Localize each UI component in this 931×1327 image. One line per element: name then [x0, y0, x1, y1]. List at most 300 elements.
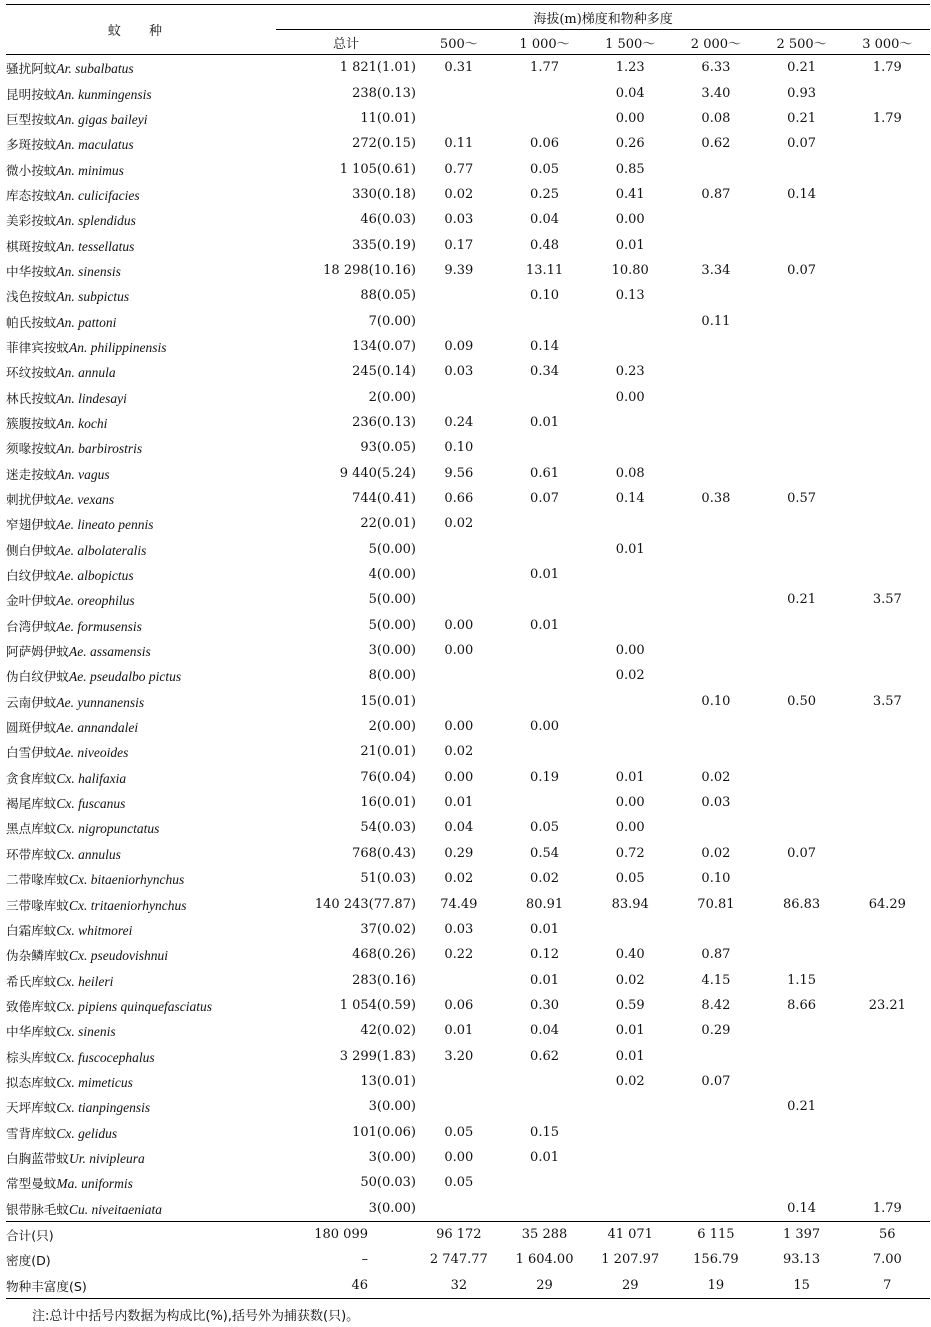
- species-chinese-name: 白霜库蚊: [6, 922, 57, 938]
- species-latin-name: Ae. albopictus: [56, 568, 134, 584]
- altitude-value-cell: 0.01: [444, 1023, 474, 1039]
- summary-value-cell: 96 172: [416, 1221, 502, 1247]
- altitude-value-cell: [844, 511, 930, 536]
- altitude-value-cell: [587, 308, 673, 333]
- altitude-value-cell: [759, 790, 845, 815]
- altitude-value-cell: [673, 537, 759, 562]
- altitude-value-cell: [844, 562, 930, 587]
- species-column-header: 蚊 种: [6, 5, 276, 55]
- altitude-value-cell: 0.00: [444, 617, 474, 633]
- species-name: [6, 283, 276, 308]
- altitude-value-cell: [759, 1018, 845, 1043]
- table-row: [6, 587, 930, 612]
- summary-value-cell: 32: [416, 1273, 502, 1299]
- altitude-value-cell: [673, 511, 759, 536]
- summary-value-cell: 6 115: [673, 1221, 759, 1247]
- species-latin-name: Cx. fuscanus: [56, 796, 126, 812]
- species-chinese-name: 雪背库蚊: [6, 1125, 57, 1141]
- species-name: [6, 866, 276, 891]
- total-cell: 238(0.13): [352, 85, 416, 101]
- species-name: [6, 689, 276, 714]
- altitude-value-cell: 0.10: [444, 440, 474, 456]
- table-row: [6, 334, 930, 359]
- altitude-value-cell: [759, 384, 845, 409]
- altitude-value-cell: [587, 1119, 673, 1144]
- species-latin-name: Cx. whitmorei: [56, 922, 133, 938]
- altitude-value-cell: 0.02: [444, 516, 474, 532]
- summary-label: [6, 1273, 276, 1299]
- table-row: [6, 1195, 930, 1221]
- altitude-value-cell: [587, 917, 673, 942]
- altitude-value-cell: 1.15: [787, 972, 817, 988]
- altitude-value-cell: 9.39: [444, 262, 474, 278]
- summary-value-cell: 29: [587, 1273, 673, 1299]
- altitude-value-cell: [759, 663, 845, 688]
- altitude-value-cell: 0.00: [615, 389, 645, 405]
- altitude-value-cell: [673, 663, 759, 688]
- altitude-value-cell: 3.57: [872, 693, 902, 709]
- species-name: [6, 765, 276, 790]
- altitude-value-cell: [844, 537, 930, 562]
- altitude-value-cell: 0.57: [787, 491, 817, 507]
- species-chinese-name: 台湾伊蚊: [6, 618, 57, 634]
- altitude-value-cell: [673, 410, 759, 435]
- altitude-value-cell: [844, 410, 930, 435]
- species-latin-name: An. sinensis: [56, 263, 121, 279]
- altitude-value-cell: 0.07: [701, 1073, 731, 1089]
- species-latin-name: Cx. gelidus: [56, 1125, 118, 1141]
- table-row: [6, 1119, 930, 1144]
- species-latin-name: An. philippinensis: [68, 339, 167, 355]
- altitude-value-cell: [587, 334, 673, 359]
- column-header-2000: 2 000～: [673, 30, 759, 55]
- total-cell: 3 299(1.83): [339, 1048, 416, 1064]
- table-row: [6, 613, 930, 638]
- altitude-value-cell: 0.14: [787, 186, 817, 202]
- altitude-value-cell: 0.01: [615, 1048, 645, 1064]
- species-chinese-name: 贪食库蚊: [6, 770, 57, 786]
- altitude-group-header: 海拔(m)梯度和物种多度: [276, 5, 930, 30]
- table-row: [6, 435, 930, 460]
- altitude-value-cell: 0.22: [444, 947, 474, 963]
- altitude-value-cell: 1.79: [872, 1200, 902, 1216]
- total-cell: 4(0.00): [368, 567, 416, 583]
- species-chinese-name: 侧白伊蚊: [6, 542, 57, 558]
- altitude-value-cell: 0.05: [444, 1124, 474, 1140]
- total-cell: 15(0.01): [360, 693, 416, 709]
- species-chinese-name: 窄翅伊蚊: [6, 517, 57, 533]
- species-chinese-name: 骚扰阿蚊: [6, 61, 57, 77]
- species-name: [6, 106, 276, 131]
- altitude-value-cell: 0.04: [530, 1023, 559, 1039]
- species-name: [6, 942, 276, 967]
- altitude-value-cell: [759, 765, 845, 790]
- altitude-value-cell: 0.00: [444, 719, 474, 735]
- summary-label-text: 物种丰富度(S): [6, 1278, 87, 1294]
- table-row: [6, 993, 930, 1018]
- summary-row: [6, 1247, 930, 1272]
- altitude-value-cell: 4.15: [701, 972, 731, 988]
- table-row: [6, 714, 930, 739]
- species-name: [6, 80, 276, 105]
- total-cell: 245(0.14): [352, 364, 416, 380]
- species-latin-name: An. gigas baileyi: [56, 111, 148, 127]
- species-chinese-name: 环带库蚊: [6, 846, 57, 862]
- species-latin-name: Ar. subalbatus: [56, 61, 134, 77]
- species-chinese-name: 昆明按蚊: [6, 86, 57, 102]
- altitude-value-cell: [759, 283, 845, 308]
- altitude-value-cell: 1.79: [872, 60, 902, 76]
- table-row: [6, 739, 930, 764]
- total-cell: 50(0.03): [360, 1175, 416, 1191]
- altitude-value-cell: 8.66: [787, 997, 817, 1013]
- altitude-value-cell: [587, 435, 673, 460]
- altitude-value-cell: 0.08: [615, 465, 645, 481]
- total-cell: 272(0.15): [352, 136, 416, 152]
- species-name: [6, 891, 276, 916]
- table-row: [6, 258, 930, 283]
- species-name: [6, 1043, 276, 1068]
- altitude-value-cell: [673, 461, 759, 486]
- altitude-value-cell: [416, 689, 502, 714]
- table-row: [6, 1043, 930, 1068]
- altitude-value-cell: 0.02: [615, 1073, 645, 1089]
- altitude-value-cell: [844, 283, 930, 308]
- altitude-value-cell: 0.01: [530, 617, 559, 633]
- altitude-value-cell: 0.01: [615, 769, 645, 785]
- altitude-value-cell: [844, 359, 930, 384]
- species-chinese-name: 刺扰伊蚊: [6, 492, 57, 508]
- species-name: [6, 435, 276, 460]
- table-row: [6, 207, 930, 232]
- species-latin-name: Ae. lineato pennis: [56, 517, 154, 533]
- species-rows: [6, 55, 930, 1222]
- altitude-value-cell: [673, 334, 759, 359]
- altitude-value-cell: 0.00: [615, 643, 645, 659]
- altitude-value-cell: 0.24: [444, 414, 474, 430]
- species-latin-name: Ae. assamensis: [68, 644, 151, 660]
- altitude-value-cell: [673, 917, 759, 942]
- summary-value-cell: 1 604.00: [515, 1252, 574, 1268]
- species-chinese-name: 中华库蚊: [6, 1024, 57, 1040]
- altitude-value-cell: 0.03: [444, 212, 474, 228]
- altitude-value-cell: 0.14: [530, 338, 559, 354]
- species-chinese-name: 圆斑伊蚊: [6, 720, 57, 736]
- altitude-value-cell: [759, 917, 845, 942]
- table-row: [6, 1145, 930, 1170]
- summary-value-cell: 2 747.77: [429, 1252, 488, 1268]
- altitude-value-cell: [587, 689, 673, 714]
- total-cell: 1 105(0.61): [339, 161, 416, 177]
- altitude-value-cell: 0.50: [787, 693, 817, 709]
- species-name: [6, 258, 276, 283]
- species-chinese-name: 常型曼蚊: [6, 1176, 57, 1192]
- altitude-value-cell: 0.14: [787, 1200, 817, 1216]
- column-header-1500: 1 500～: [587, 30, 673, 55]
- altitude-value-cell: 0.00: [615, 820, 645, 836]
- altitude-value-cell: [759, 866, 845, 891]
- species-chinese-name: 白胸蓝带蚊: [6, 1150, 69, 1166]
- total-cell: 18 298(10.16): [323, 262, 416, 278]
- table-row: [6, 917, 930, 942]
- summary-label-text: 合计(只): [6, 1227, 54, 1243]
- altitude-value-cell: 0.00: [444, 769, 474, 785]
- altitude-value-cell: 0.21: [787, 110, 817, 126]
- table-row: [6, 410, 930, 435]
- species-name: [6, 917, 276, 942]
- species-chinese-name: 迷走按蚊: [6, 466, 57, 482]
- total-cell: 76(0.04): [360, 769, 416, 785]
- species-name: [6, 993, 276, 1018]
- altitude-value-cell: [416, 1195, 502, 1221]
- table-row: [6, 967, 930, 992]
- species-chinese-name: 白雪伊蚊: [6, 745, 57, 761]
- altitude-value-cell: [759, 232, 845, 257]
- altitude-value-cell: [844, 815, 930, 840]
- altitude-value-cell: 0.61: [530, 465, 559, 481]
- altitude-value-cell: 64.29: [868, 896, 906, 912]
- altitude-value-cell: 0.93: [787, 85, 817, 101]
- species-name: [6, 486, 276, 511]
- altitude-value-cell: [759, 207, 845, 232]
- altitude-value-cell: [673, 359, 759, 384]
- altitude-value-cell: [844, 942, 930, 967]
- species-chinese-name: 伪白纹伊蚊: [6, 669, 69, 685]
- altitude-value-cell: [502, 80, 588, 105]
- total-cell: 5(0.00): [368, 617, 416, 633]
- species-chinese-name: 云南伊蚊: [6, 694, 57, 710]
- table-row: [6, 106, 930, 131]
- altitude-value-cell: 0.72: [615, 845, 645, 861]
- altitude-value-cell: [416, 663, 502, 688]
- altitude-value-cell: 3.20: [444, 1048, 474, 1064]
- altitude-value-cell: [416, 562, 502, 587]
- altitude-value-cell: [844, 435, 930, 460]
- altitude-value-cell: 0.21: [787, 592, 817, 608]
- altitude-value-cell: 0.01: [615, 1023, 645, 1039]
- altitude-value-cell: [673, 1195, 759, 1221]
- total-cell: 3(0.00): [368, 1200, 416, 1216]
- species-latin-name: An. splendidus: [56, 213, 136, 229]
- altitude-value-cell: 0.85: [615, 161, 645, 177]
- species-name: [6, 967, 276, 992]
- species-chinese-name: 致倦库蚊: [6, 998, 57, 1014]
- altitude-value-cell: 70.81: [697, 896, 735, 912]
- altitude-value-cell: 0.00: [530, 719, 559, 735]
- table-row: [6, 1170, 930, 1195]
- altitude-value-cell: 0.15: [530, 1124, 559, 1140]
- altitude-value-cell: 0.03: [444, 364, 474, 380]
- altitude-value-cell: [844, 1170, 930, 1195]
- table-row: [6, 461, 930, 486]
- altitude-value-cell: [844, 486, 930, 511]
- altitude-value-cell: 0.77: [444, 161, 474, 177]
- table-row: [6, 384, 930, 409]
- altitude-value-cell: 0.10: [530, 288, 559, 304]
- altitude-value-cell: [844, 663, 930, 688]
- table-row: [6, 182, 930, 207]
- altitude-value-cell: [673, 739, 759, 764]
- species-chinese-name: 希氏库蚊: [6, 973, 57, 989]
- altitude-value-cell: 0.05: [530, 161, 559, 177]
- altitude-value-cell: [844, 1145, 930, 1170]
- species-name: [6, 613, 276, 638]
- species-chinese-name: 棕头库蚊: [6, 1049, 57, 1065]
- table-row: [6, 638, 930, 663]
- species-chinese-name: 黑点库蚊: [6, 821, 57, 837]
- species-latin-name: Cx. bitaeniorhynchus: [68, 872, 185, 888]
- table-row: [6, 841, 930, 866]
- altitude-value-cell: 0.87: [701, 186, 731, 202]
- altitude-value-cell: 0.05: [444, 1175, 474, 1191]
- altitude-value-cell: 0.00: [615, 110, 645, 126]
- altitude-value-cell: 0.54: [530, 845, 559, 861]
- altitude-value-cell: [416, 106, 502, 131]
- altitude-value-cell: [673, 1094, 759, 1119]
- species-name: [6, 131, 276, 156]
- species-name: [6, 790, 276, 815]
- total-cell: 54(0.03): [360, 820, 416, 836]
- total-cell: 101(0.06): [352, 1124, 416, 1140]
- altitude-value-cell: [759, 461, 845, 486]
- altitude-value-cell: [673, 638, 759, 663]
- species-chinese-name: 浅色按蚊: [6, 289, 57, 305]
- altitude-value-cell: [673, 1170, 759, 1195]
- altitude-value-cell: 0.01: [615, 541, 645, 557]
- altitude-value-cell: [759, 435, 845, 460]
- species-latin-name: Cx. tianpingensis: [56, 1100, 151, 1116]
- altitude-value-cell: [416, 537, 502, 562]
- altitude-value-cell: 0.00: [444, 643, 474, 659]
- table-row: [6, 511, 930, 536]
- species-name: [6, 562, 276, 587]
- species-latin-name: Ae. pseudalbo pictus: [68, 669, 182, 685]
- total-cell: 1 054(0.59): [339, 997, 416, 1013]
- species-latin-name: Cx. annulus: [56, 846, 121, 862]
- altitude-value-cell: [673, 207, 759, 232]
- table-row: [6, 891, 930, 916]
- altitude-value-cell: 0.34: [530, 364, 559, 380]
- species-latin-name: Cx. fuscocephalus: [56, 1049, 155, 1065]
- altitude-value-cell: [759, 359, 845, 384]
- altitude-value-cell: [673, 232, 759, 257]
- species-name: [6, 815, 276, 840]
- total-cell: 7(0.00): [368, 313, 416, 329]
- summary-value-cell: 19: [673, 1273, 759, 1299]
- table-row: [6, 486, 930, 511]
- altitude-value-cell: 0.23: [615, 364, 645, 380]
- altitude-value-cell: [416, 80, 502, 105]
- table-row: [6, 80, 930, 105]
- species-latin-name: Cx. pseudovishnui: [68, 948, 168, 964]
- altitude-value-cell: [759, 562, 845, 587]
- summary-total-cell: 46: [276, 1273, 416, 1299]
- species-latin-name: An. culicifacies: [56, 187, 140, 203]
- species-name: [6, 461, 276, 486]
- species-chinese-name: 帕氏按蚊: [6, 314, 57, 330]
- altitude-value-cell: [502, 1069, 588, 1094]
- altitude-value-cell: [844, 334, 930, 359]
- altitude-value-cell: [587, 1170, 673, 1195]
- summary-row: [6, 1273, 930, 1299]
- altitude-value-cell: 0.66: [444, 491, 474, 507]
- altitude-value-cell: 0.02: [530, 871, 559, 887]
- total-cell: 22(0.01): [360, 516, 416, 532]
- table-row: [6, 562, 930, 587]
- altitude-value-cell: 0.02: [701, 769, 731, 785]
- column-header-500: 500～: [416, 30, 502, 55]
- altitude-value-cell: 0.07: [787, 136, 817, 152]
- species-name: [6, 587, 276, 612]
- species-chinese-name: 金叶伊蚊: [6, 593, 57, 609]
- altitude-value-cell: [759, 613, 845, 638]
- altitude-value-cell: 0.04: [530, 212, 559, 228]
- altitude-value-cell: [844, 1119, 930, 1144]
- summary-label: [6, 1221, 276, 1247]
- altitude-value-cell: 0.41: [615, 186, 645, 202]
- altitude-value-cell: [502, 106, 588, 131]
- altitude-value-cell: 0.29: [701, 1023, 731, 1039]
- total-cell: 134(0.07): [352, 338, 416, 354]
- altitude-value-cell: 0.12: [530, 947, 559, 963]
- species-chinese-name: 库态按蚊: [6, 187, 57, 203]
- species-chinese-name: 中华按蚊: [6, 263, 57, 279]
- species-chinese-name: 林氏按蚊: [6, 390, 57, 406]
- altitude-value-cell: 0.05: [615, 871, 645, 887]
- altitude-value-cell: [673, 435, 759, 460]
- altitude-value-cell: 0.01: [530, 414, 559, 430]
- altitude-value-cell: 0.87: [701, 947, 731, 963]
- altitude-value-cell: 0.02: [444, 871, 474, 887]
- summary-value-cell: 1 397: [759, 1221, 845, 1247]
- species-latin-name: Ae. vexans: [56, 492, 115, 508]
- altitude-value-cell: 9.56: [444, 465, 474, 481]
- altitude-value-cell: [502, 384, 588, 409]
- altitude-value-cell: [844, 156, 930, 181]
- species-latin-name: Cx. heileri: [56, 973, 114, 989]
- total-cell: 21(0.01): [360, 744, 416, 760]
- total-cell: 16(0.01): [360, 795, 416, 811]
- table-row: [6, 866, 930, 891]
- total-cell: 768(0.43): [352, 845, 416, 861]
- species-latin-name: An. annula: [56, 365, 116, 381]
- altitude-value-cell: [587, 613, 673, 638]
- header-row-group: [6, 5, 930, 30]
- altitude-value-cell: 0.40: [615, 947, 645, 963]
- species-latin-name: An. barbirostris: [56, 441, 143, 457]
- species-chinese-name: 拟态库蚊: [6, 1074, 57, 1090]
- species-latin-name: An. kochi: [56, 415, 108, 431]
- table-row: [6, 790, 930, 815]
- total-cell: 2(0.00): [368, 719, 416, 735]
- altitude-value-cell: [844, 461, 930, 486]
- altitude-value-cell: [844, 967, 930, 992]
- table-row: [6, 1018, 930, 1043]
- altitude-value-cell: [844, 765, 930, 790]
- total-cell: 236(0.13): [352, 414, 416, 430]
- species-chinese-name: 褐尾库蚊: [6, 796, 57, 812]
- species-chinese-name: 须喙按蚊: [6, 441, 57, 457]
- species-name: [6, 207, 276, 232]
- altitude-value-cell: [587, 562, 673, 587]
- altitude-value-cell: [502, 1170, 588, 1195]
- altitude-value-cell: [673, 384, 759, 409]
- altitude-value-cell: 0.07: [787, 845, 817, 861]
- species-chinese-name: 巨型按蚊: [6, 111, 57, 127]
- table-row: [6, 537, 930, 562]
- total-cell: 330(0.18): [352, 186, 416, 202]
- altitude-value-cell: [673, 156, 759, 181]
